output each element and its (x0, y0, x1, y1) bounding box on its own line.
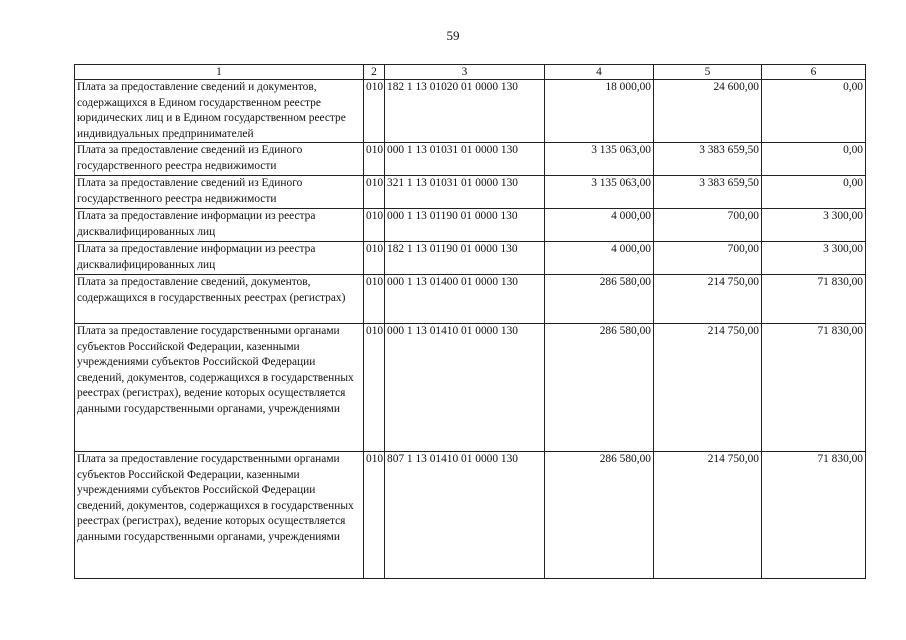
row-line-code: 010 (364, 80, 385, 143)
row-classification-code: 807 1 13 01410 01 0000 130 (385, 452, 545, 579)
row-value-col6: 71 830,00 (762, 324, 866, 452)
table-row (75, 209, 866, 242)
row-value-col6: 71 830,00 (762, 452, 866, 579)
row-line-code: 010 (364, 242, 385, 275)
row-value-col4: 18 000,00 (545, 80, 654, 143)
row-value-col5: 3 383 659,50 (654, 143, 762, 176)
row-value-col6: 3 300,00 (762, 242, 866, 275)
row-value-col6: 3 300,00 (762, 209, 866, 242)
row-name: Плата за предоставление сведений и документов, содержащихся в Едином государственном реестре юридических лиц и в Едином государственном реестре индивидуальных предпринимателей (75, 80, 364, 143)
row-name: Плата за предоставление сведений из Единого государственного реестра недвижимости (75, 176, 364, 209)
row-value-col5: 700,00 (654, 242, 762, 275)
column-header: 5 (654, 65, 762, 80)
row-classification-code: 321 1 13 01031 01 0000 130 (385, 176, 545, 209)
row-line-code: 010 (364, 452, 385, 579)
row-value-col5: 214 750,00 (654, 324, 762, 452)
table-row (75, 80, 866, 143)
row-name: Плата за предоставление сведений, документов, содержащихся в государственных реестрах (регистрах) (75, 275, 364, 324)
column-header: 1 (75, 65, 364, 80)
row-value-col6: 0,00 (762, 143, 866, 176)
row-classification-code: 182 1 13 01020 01 0000 130 (385, 80, 545, 143)
row-value-col4: 4 000,00 (545, 209, 654, 242)
table-row (75, 452, 866, 579)
column-header: 3 (385, 65, 545, 80)
row-classification-code: 000 1 13 01410 01 0000 130 (385, 324, 545, 452)
row-line-code: 010 (364, 275, 385, 324)
row-value-col4: 286 580,00 (545, 452, 654, 579)
column-header: 4 (545, 65, 654, 80)
row-line-code: 010 (364, 143, 385, 176)
row-value-col6: 0,00 (762, 80, 866, 143)
row-classification-code: 000 1 13 01400 01 0000 130 (385, 275, 545, 324)
row-value-col4: 286 580,00 (545, 324, 654, 452)
row-classification-code: 182 1 13 01190 01 0000 130 (385, 242, 545, 275)
row-value-col4: 3 135 063,00 (545, 176, 654, 209)
row-value-col4: 286 580,00 (545, 275, 654, 324)
row-name: Плата за предоставление государственными органами субъектов Российской Федерации, казенными учреждениями субъектов Российской Федерации сведений, документов, содержащихся в государственных реестрах (регистрах), ведение которых осуществляется данными государственными органами, учреждениями (75, 452, 364, 579)
column-header: 6 (762, 65, 866, 80)
table-row (75, 143, 866, 176)
row-classification-code: 000 1 13 01031 01 0000 130 (385, 143, 545, 176)
header-row (75, 65, 866, 80)
row-value-col4: 3 135 063,00 (545, 143, 654, 176)
row-name: Плата за предоставление государственными органами субъектов Российской Федерации, казенными учреждениями субъектов Российской Федерации сведений, документов, содержащихся в государственных реестрах (регистрах), ведение которых осуществляется данными государственными органами, учреждениями (75, 324, 364, 452)
row-value-col5: 214 750,00 (654, 452, 762, 579)
table-row (75, 176, 866, 209)
row-line-code: 010 (364, 324, 385, 452)
row-name: Плата за предоставление информации из реестра дисквалифицированных лиц (75, 242, 364, 275)
row-value-col5: 214 750,00 (654, 275, 762, 324)
table-row (75, 275, 866, 324)
row-value-col6: 71 830,00 (762, 275, 866, 324)
table-row (75, 242, 866, 275)
row-value-col4: 4 000,00 (545, 242, 654, 275)
row-classification-code: 000 1 13 01190 01 0000 130 (385, 209, 545, 242)
row-line-code: 010 (364, 176, 385, 209)
page-number: 59 (446, 28, 460, 43)
row-value-col5: 3 383 659,50 (654, 176, 762, 209)
row-name: Плата за предоставление информации из реестра дисквалифицированных лиц (75, 209, 364, 242)
row-value-col5: 700,00 (654, 209, 762, 242)
revenue-table (74, 64, 866, 579)
row-name: Плата за предоставление сведений из Единого государственного реестра недвижимости (75, 143, 364, 176)
row-value-col6: 0,00 (762, 176, 866, 209)
table-row (75, 324, 866, 452)
column-header: 2 (364, 65, 385, 80)
row-value-col5: 24 600,00 (654, 80, 762, 143)
row-line-code: 010 (364, 209, 385, 242)
